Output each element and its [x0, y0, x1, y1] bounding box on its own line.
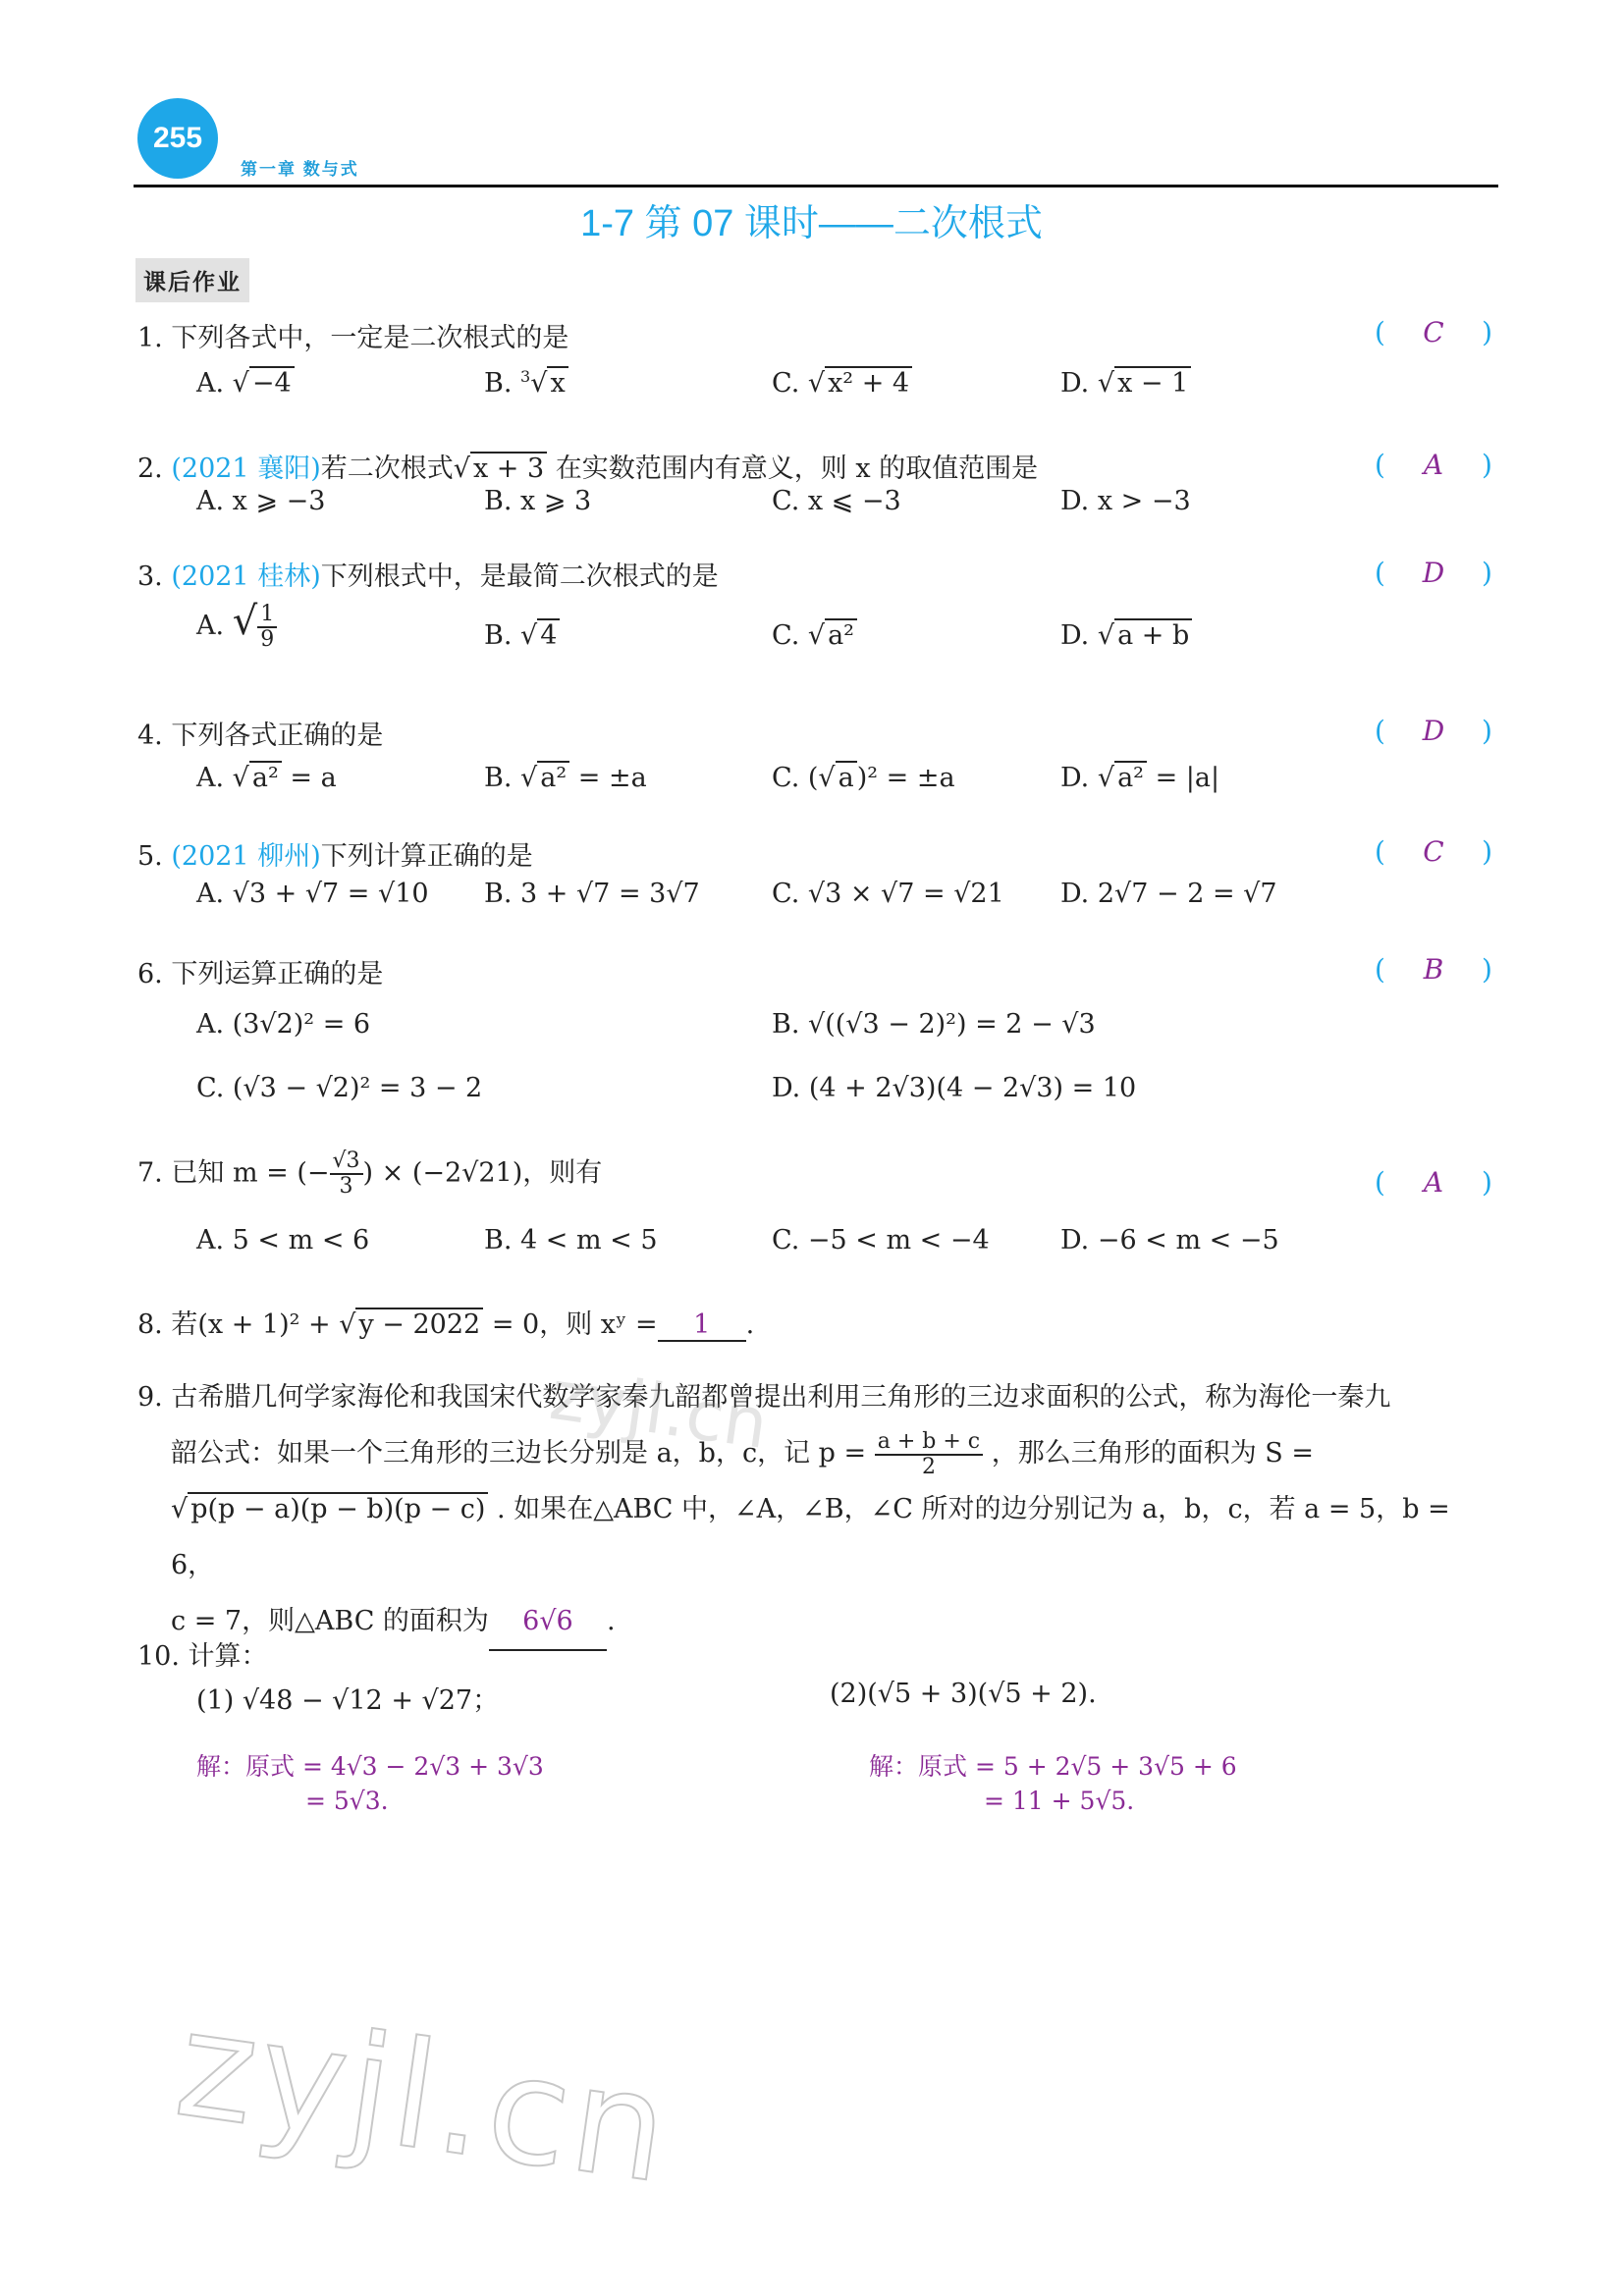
watermark-outline: zyjl.cn — [167, 1978, 681, 2217]
q1-option-b: B. $^3$√ x — [484, 366, 568, 399]
q9-answer: 6√6 — [489, 1593, 607, 1651]
q10-solution-2-line2: = 11 + 5√5. — [984, 1787, 1135, 1815]
q4-option-a: A. √ a² = a — [196, 763, 337, 793]
question-6: 6. 下列运算正确的是 — [137, 959, 384, 989]
page-number: 255 — [152, 122, 203, 154]
q10-solution-1-line2: = 5√3. — [305, 1787, 389, 1815]
q10-part-1: (1) √48 − √12 + √27； — [196, 1685, 500, 1716]
question-9: 9. 古希腊几何学家海伦和我国宋代数学家秦九韶都曾提出利用三角形的三边求面积的公式，称为海伦一秦九 韶公式：如果一个三角形的三边长分别是 a，b，c，记 $p = \frac{a + b + c}{2}$ ，那么三角形的面积为 S = √ p(p − a)(p − b)(p − c) . 如果在△ABC 中，∠A，∠B，∠C 所对的边分别记为 a，b，c，若 a = 5，b = 6， c = 7，则△ABC 的面积为 6√6 . — [137, 1369, 1497, 1651]
q2-option-a: A. x ⩾ −3 — [196, 486, 326, 516]
q1-option-c: C. √ x² + 4 — [772, 366, 912, 399]
q6-option-c: C. (√3 − √2)² = 3 − 2 — [196, 1073, 483, 1103]
answer-1: ( C ) — [1375, 316, 1492, 348]
q6-option-a: A. (3√2)² = 6 — [196, 1009, 371, 1040]
question-2: 2. (2021 襄阳)若二次根式√ x + 3 在实数范围内有意义，则 x 的取值范围是 — [137, 454, 1039, 484]
header-rule — [134, 185, 1498, 187]
q8-answer: 1 — [658, 1309, 746, 1342]
answer-2: ( A ) — [1375, 449, 1492, 481]
q3-option-a: A. $√\frac{1}{9}$ — [196, 599, 277, 653]
answer-7: ( A ) — [1375, 1166, 1492, 1199]
q4-option-d: D. √ a² = |a| — [1060, 763, 1220, 793]
q3-option-b: B. √ 4 — [484, 618, 560, 651]
question-4: 4. 下列各式正确的是 — [137, 721, 384, 751]
question-10: 10. 计算： — [137, 1641, 268, 1672]
q3-option-d: D. √ a + b — [1060, 618, 1192, 651]
question-8: 8. 若(x + 1)² + √ y − 2022 = 0，则 xʸ = 1 . — [137, 1309, 755, 1340]
q6-option-b: B. √((√3 − 2)²) = 2 − √3 — [772, 1009, 1096, 1040]
watermark-faint: zyjl.cn — [545, 1354, 773, 1466]
page-number-badge — [137, 98, 218, 179]
question-1: 1. 下列各式中，一定是二次根式的是 — [137, 323, 569, 353]
question-5: 5. (2021 柳州)下列计算正确的是 — [137, 841, 533, 872]
q4-option-b: B. √ a² = ±a — [484, 763, 647, 793]
section-label: 课后作业 — [135, 258, 249, 302]
q3-option-c: C. √ a² — [772, 618, 857, 651]
q5-option-a: A. √3 + √7 = √10 — [196, 879, 429, 909]
page-title: 1-7 第 07 课时——二次根式 — [580, 203, 1043, 244]
q10-part-2: (2)(√5 + 3)(√5 + 2). — [830, 1679, 1097, 1709]
answer-5: ( C ) — [1375, 835, 1492, 868]
q10-solution-1-line1: 解：原式 = 4√3 − 2√3 + 3√3 — [196, 1752, 544, 1781]
answer-3: ( D ) — [1375, 557, 1492, 589]
q1-option-a: A. √ −4 — [196, 366, 295, 399]
q5-option-b: B. 3 + √7 = 3√7 — [484, 879, 700, 909]
answer-4: ( D ) — [1375, 715, 1492, 747]
question-3: 3. (2021 桂林)下列根式中，是最简二次根式的是 — [137, 561, 719, 592]
q2-option-c: C. x ⩽ −3 — [772, 486, 901, 516]
q5-option-d: D. 2√7 − 2 = √7 — [1060, 879, 1277, 909]
chapter-label: 第一章 数与式 — [241, 160, 359, 179]
answer-6: ( B ) — [1375, 953, 1492, 986]
q2-option-b: B. x ⩾ 3 — [484, 486, 592, 516]
q7-option-c: C. −5 < m < −4 — [772, 1225, 990, 1255]
q7-option-d: D. −6 < m < −5 — [1060, 1225, 1279, 1255]
q2-option-d: D. x > −3 — [1060, 486, 1191, 516]
q6-option-d: D. (4 + 2√3)(4 − 2√3) = 10 — [772, 1073, 1137, 1103]
q5-option-c: C. √3 × √7 = √21 — [772, 879, 1004, 909]
q4-option-c: C. (√ a )² = ±a — [772, 763, 955, 793]
q1-option-d: D. √ x − 1 — [1060, 366, 1191, 399]
q7-option-a: A. 5 < m < 6 — [196, 1225, 370, 1255]
question-7: 7. 已知 $m = (-\frac{√3}{3}) \times (-2√21)$，则有 — [137, 1148, 603, 1199]
q10-solution-2-line1: 解：原式 = 5 + 2√5 + 3√5 + 6 — [869, 1752, 1237, 1781]
q7-option-b: B. 4 < m < 5 — [484, 1225, 658, 1255]
